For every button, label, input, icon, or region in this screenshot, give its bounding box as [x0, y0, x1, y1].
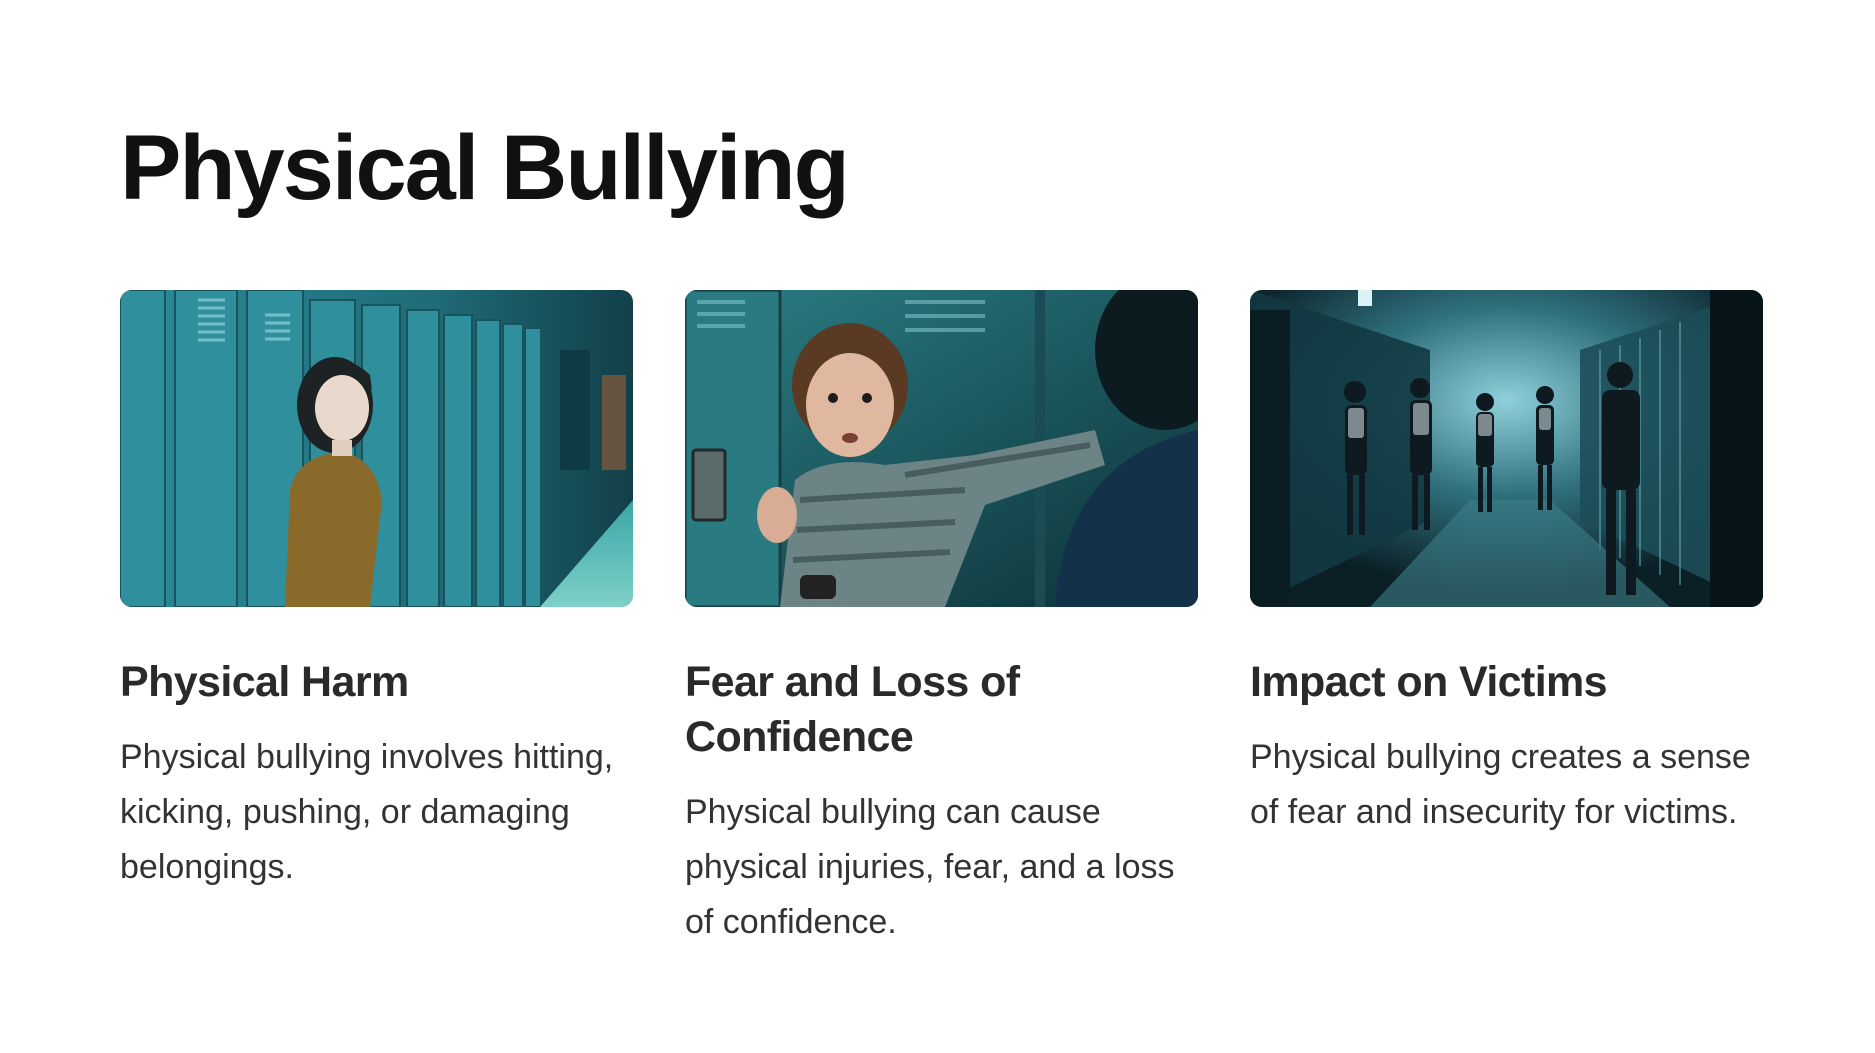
girl-at-lockers-image	[120, 290, 633, 607]
card-grid	[120, 290, 1764, 950]
card-heading: Physical Harm	[120, 658, 409, 706]
students-in-hallway-image	[1250, 290, 1763, 607]
card-fear-and-loss	[685, 290, 1198, 950]
card-physical-harm	[120, 290, 633, 950]
card-description: Physical bullying involves hitting, kicking, pushing, or damaging belongings.	[120, 738, 614, 886]
card-heading: Fear and Loss of Confidence	[685, 658, 1020, 761]
boy-pushed-against-locker-image	[685, 290, 1198, 607]
card-heading: Impact on Victims	[1250, 658, 1608, 706]
card-impact-on-victims	[1250, 290, 1763, 950]
card-description: Physical bullying creates a sense of fear and insecurity for victims.	[1250, 738, 1751, 831]
page-title: Physical Bullying	[120, 117, 848, 219]
card-description: Physical bullying can cause physical injuries, fear, and a loss of confidence.	[685, 793, 1175, 941]
